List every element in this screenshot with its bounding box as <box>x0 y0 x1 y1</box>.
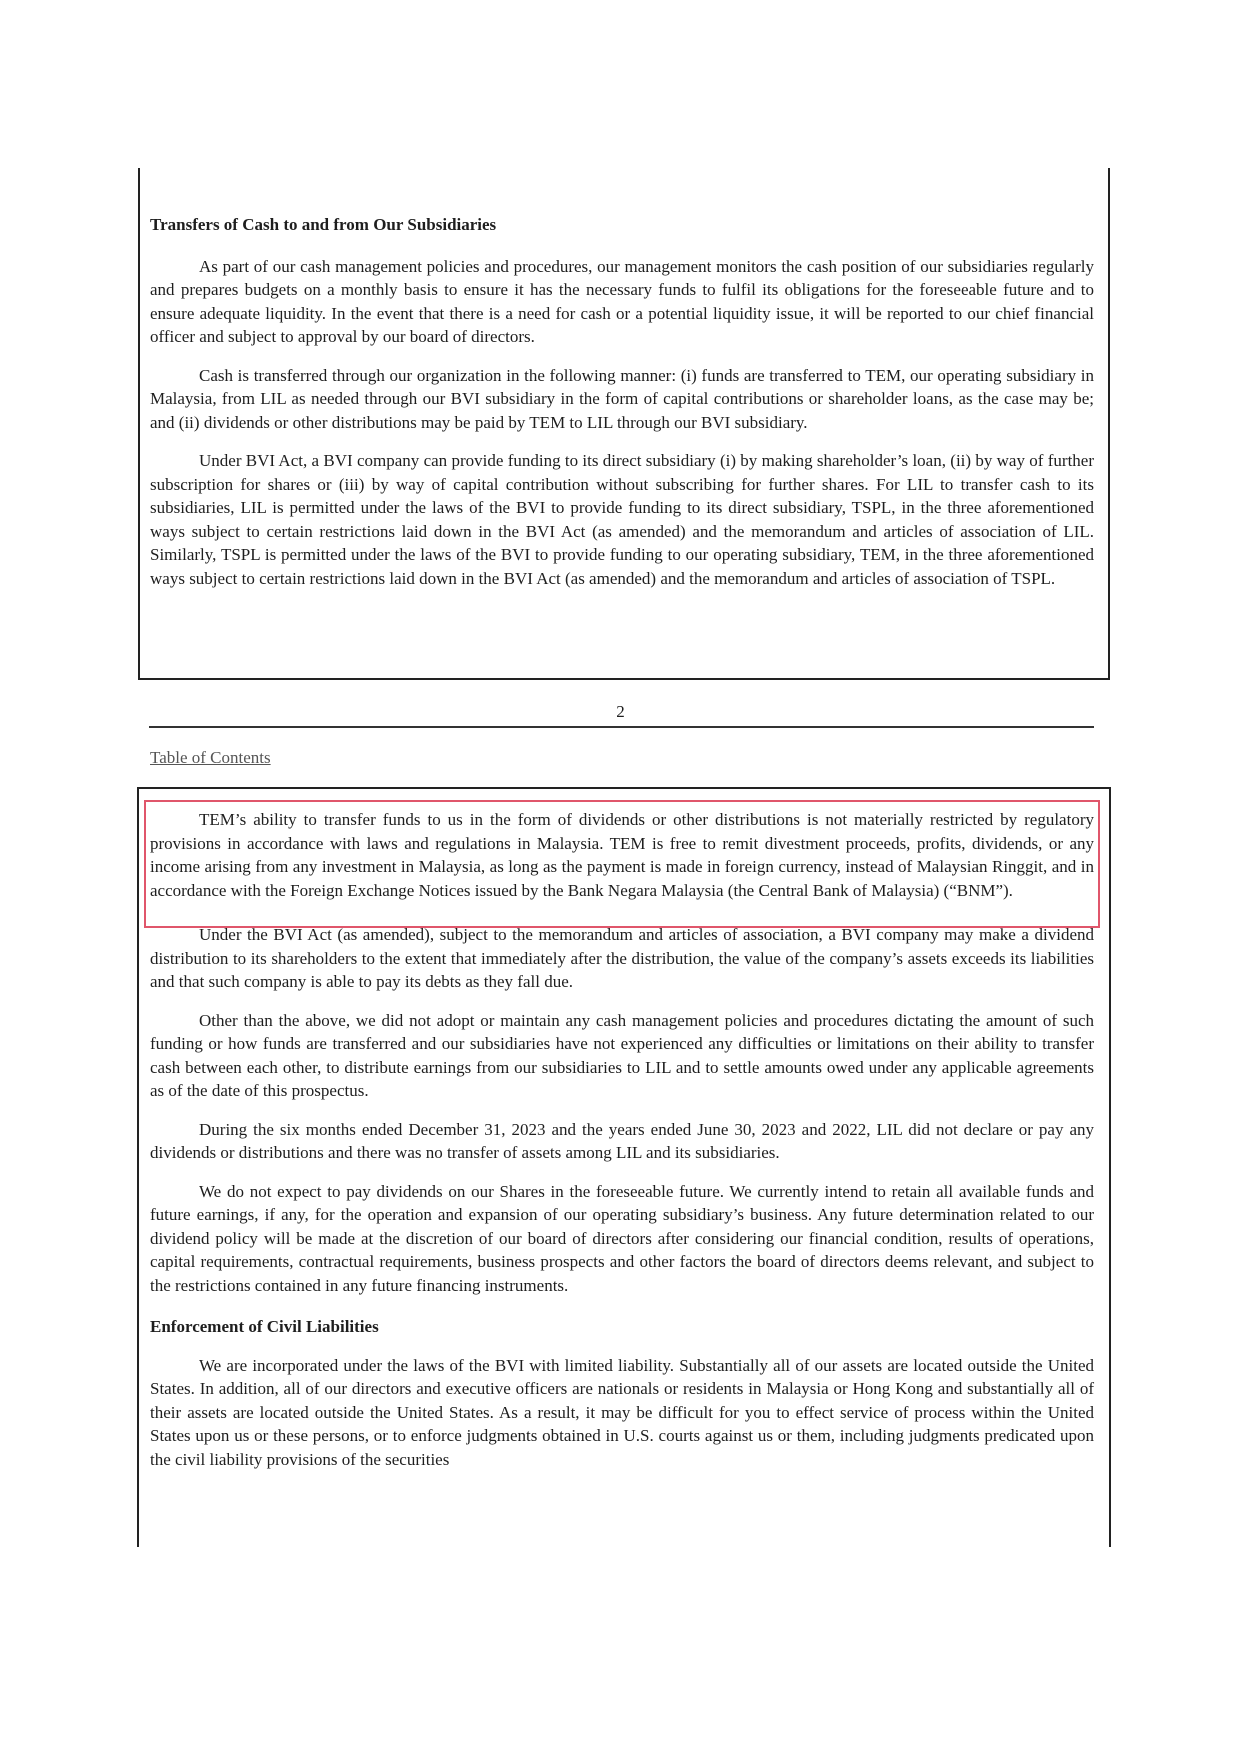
paragraph-cash-transfer-manner: Cash is transferred through our organization in the following manner: (i) funds are transferred to TEM, our operating subsidiary in Malaysia, from LIL as needed through our BVI subsidiary in the form of capital contributions or shareholder loans, as the case may be; and (ii) dividends or other distributions may be paid by TEM to LIL through our BVI subsidiary. <box>150 365 1094 432</box>
paragraph-dividend-distribution: Under the BVI Act (as amended), subject to the memorandum and articles of association, a BVI company may make a dividend distribution to its shareholders to the extent that immediately after the distribution, the value of the company’s assets exceeds its liabilities and that such company is able to pay its debts as they fall due. <box>150 925 1094 991</box>
page-divider <box>149 726 1094 728</box>
table-of-contents-link[interactable]: Table of Contents <box>150 748 271 767</box>
page-number: 2 <box>616 702 625 721</box>
paragraph-no-dividends-declared: During the six months ended December 31, 2023 and the years ended June 30, 2023 and 2022, LIL did not declare or pay any dividends or distributions and there was no transfer of assets among LIL and its subsidiaries. <box>150 1119 1094 1162</box>
paragraph-dividend-policy: We do not expect to pay dividends on our Shares in the foreseeable future. We currently intend to retain all available funds and future earnings, if any, for the operation and expansion of our operating subsidiary’s business. Any future determination related to our dividend policy will be made at the discretion of our board of directors after considering our financial condition, results of operations, capital requirements, contractual requirements, business prospects and other factors the board of directors deems relevant, and subject to the restrictions contained in any future financing instruments. <box>150 1181 1094 1295</box>
page1-content <box>150 213 1094 590</box>
paragraph-civil-liabilities: We are incorporated under the laws of the BVI with limited liability. Substantially all of our assets are located outside the United States. In addition, all of our directors and executive officers are nationals or residents in Malaysia or Hong Kong and substantially all of their assets are located outside the United States. As a result, it may be difficult for you to effect service of process within the United States upon us or these persons, or to enforce judgments obtained in U.S. courts against us or them, including judgments predicated upon the civil liability provisions of the securities <box>150 1355 1094 1469</box>
paragraph-cash-management: As part of our cash management policies and procedures, our management monitors the cash position of our subsidiaries regularly and prepares budgets on a monthly basis to ensure it has the necessary funds to fulfil its obligations for the foreseeable future and to ensure adequate liquidity. In the event that there is a need for cash or a potential liquidity issue, it will be reported to our chief financial officer and subject to approval by our board of directors. <box>150 256 1094 346</box>
section-heading-enforcement: Enforcement of Civil Liabilities <box>150 1317 379 1336</box>
paragraph-tem-transfer-highlighted: TEM’s ability to transfer funds to us in the form of dividends or other distributions is not materially restricted by regulatory provisions in accordance with laws and regulations in Malaysia. TEM is free to remit divestment proceeds, profits, dividends, or any income arising from any investment in Malaysia, as long as the payment is made in foreign currency, instead of Malaysian Ringgit, and in accordance with the Foreign Exchange Notices issued by the Bank Negara Malaysia (the Central Bank of Malaysia) (“BNM”). <box>150 810 1094 900</box>
paragraph-bvi-funding: Under BVI Act, a BVI company can provide funding to its direct subsidiary (i) by making shareholder’s loan, (ii) by way of further subscription for shares or (iii) by way of capital contribution without subscribing for further shares. For LIL to transfer cash to its subsidiaries, LIL is permitted under the laws of the BVI to provide funding to its direct subsidiary, TSPL, in the three aforementioned ways subject to certain restrictions laid down in the BVI Act (as amended) and the memorandum and articles of association of LIL. Similarly, TSPL is permitted under the laws of the BVI to provide funding to our operating subsidiary, TEM, in the three aforementioned ways subject to certain restrictions laid down in the BVI Act (as amended) and the memorandum and articles of association of TSPL. <box>150 451 1094 588</box>
page2-content <box>150 808 1094 1471</box>
paragraph-no-other-policies: Other than the above, we did not adopt or maintain any cash management policies and procedures dictating the amount of such funding or how funds are transferred and our subsidiaries have not experienced any difficulties or limitations on their ability to transfer cash between each other, to distribute earnings from our subsidiaries to LIL and to settle amounts owed under any applicable agreements as of the date of this prospectus. <box>150 1010 1094 1100</box>
section-heading-transfers: Transfers of Cash to and from Our Subsidiaries <box>150 215 497 234</box>
